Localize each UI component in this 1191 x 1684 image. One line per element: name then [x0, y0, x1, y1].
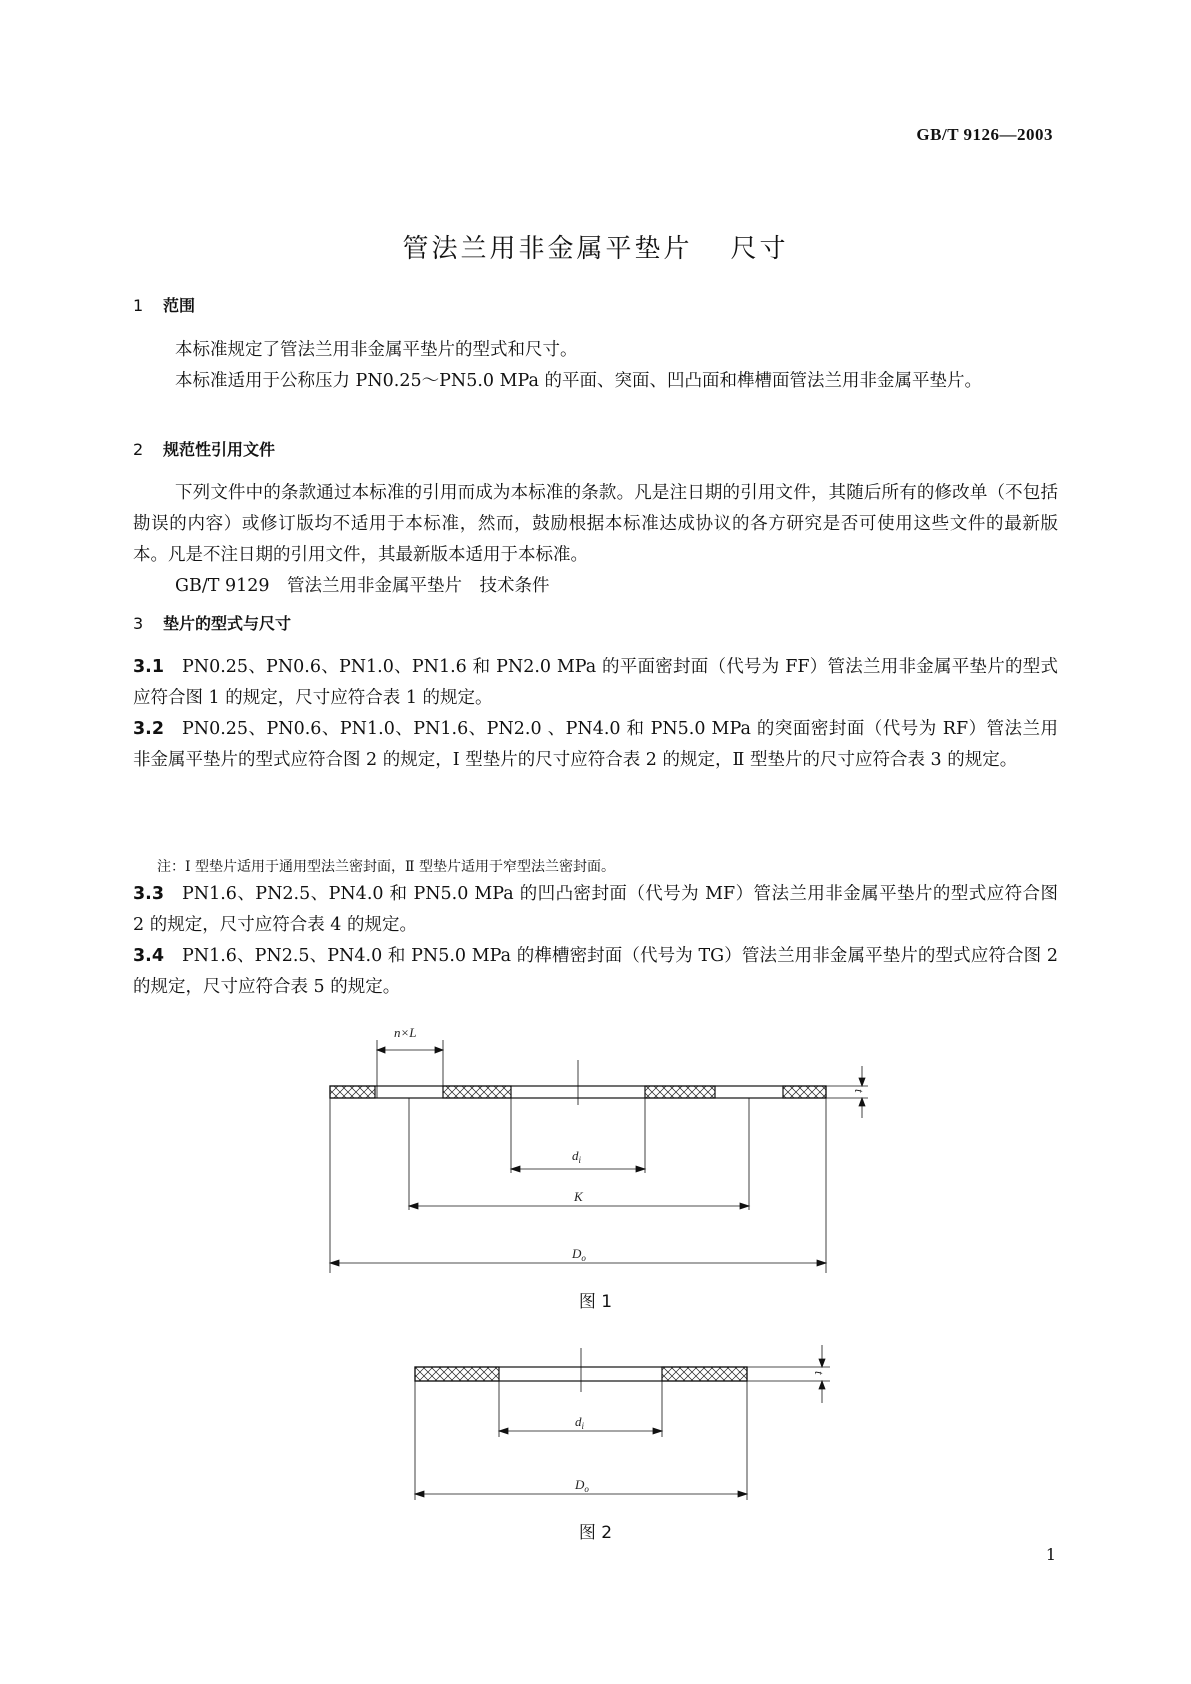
section-1-paragraph-1: 本标准规定了管法兰用非金属平垫片的型式和尺寸。 — [175, 340, 578, 360]
clause-text: PN1.6、PN2.5、PN4.0 和 PN5.0 MPa 的凹凸密封面（代号为 MF）管法兰用非金属平垫片的型式应符合图 2 的规定，尺寸应符合表 4 的规定。 — [133, 884, 1058, 935]
section-2-heading — [133, 437, 275, 460]
section-1-paragraph-2: 本标准适用于公称压力 PN0.25～PN5.0 MPa 的平面、突面、凹凸面和榫槽面管法兰用非金属平垫片。 — [175, 371, 982, 391]
title-part2: 尺寸 — [730, 234, 789, 264]
document-number: GB/T 9126—2003 — [916, 125, 1053, 144]
clause-text: PN0.25、PN0.6、PN1.0、PN1.6、PN2.0 、PN4.0 和 PN5.0 MPa 的突面密封面（代号为 RF）管法兰用非金属平垫片的型式应符合图 2 的规定，Ⅰ 型垫片的尺寸应符合表 2 的规定，Ⅱ 型垫片的尺寸应符合表 3 的规定。 — [133, 719, 1058, 770]
note: 注：Ⅰ 型垫片适用于通用型法兰密封面，Ⅱ 型垫片适用于窄型法兰密封面。 — [157, 859, 615, 875]
dimension-label-K: K — [574, 1189, 583, 1204]
clause-number: 3.4 — [133, 946, 165, 966]
section-2-paragraph: 下列文件中的条款通过本标准的引用而成为本标准的条款。凡是注日期的引用文件，其随后所有的修改单（不包括勘误的内容）或修订版均不适用于本标准，然而，鼓励根据本标准达成协议的各方研究是否可使用这些文件的最新版本。凡是不注日期的引用文件，其最新版本适用于本标准。 — [133, 483, 1058, 565]
dimension-label-t: t — [812, 1371, 827, 1375]
page-number: 1 — [1045, 1545, 1056, 1564]
clause-text: PN0.25、PN0.6、PN1.0、PN1.6 和 PN2.0 MPa 的平面密封面（代号为 FF）管法兰用非金属平垫片的型式应符合图 1 的规定，尺寸应符合表 1 的规定。 — [133, 657, 1058, 708]
clause-text: PN1.6、PN2.5、PN4.0 和 PN5.0 MPa 的榫槽密封面（代号为 TG）管法兰用非金属平垫片的型式应符合图 2 的规定，尺寸应符合表 5 的规定。 — [133, 946, 1058, 997]
figure-2-diagram — [0, 1335, 1191, 1515]
clause-3-4 — [133, 941, 1058, 1003]
dimension-label-Do: $D_o$ — [575, 1477, 589, 1494]
dimension-label-di: $d_i$ — [575, 1414, 585, 1431]
section-title: 垫片的型式与尺寸 — [163, 614, 292, 633]
clause-number: 3.1 — [133, 657, 165, 677]
gasket-hatch — [783, 1086, 826, 1098]
title-part1: 管法兰用非金属平垫片 — [402, 234, 693, 264]
section-number: 1 — [133, 296, 144, 315]
clause-3-2 — [133, 714, 1058, 776]
clause-3-3 — [133, 879, 1058, 941]
dimension-label-di: $d_i$ — [572, 1148, 582, 1165]
section-3-heading — [133, 611, 291, 634]
page-title — [0, 228, 1191, 265]
gasket-hatch — [415, 1367, 499, 1381]
section-number: 3 — [133, 614, 144, 633]
clause-3-1 — [133, 652, 1058, 714]
normative-reference: GB/T 9129 管法兰用非金属平垫片 技术条件 — [175, 576, 550, 596]
figure-1-caption: 图 1 — [578, 1292, 613, 1312]
dimension-label-nL: n×L — [394, 1025, 417, 1040]
gasket-hatch — [645, 1086, 715, 1098]
gasket-hatch — [330, 1086, 375, 1098]
clause-number: 3.2 — [133, 719, 165, 739]
figure-1-diagram — [0, 1015, 1191, 1285]
dimension-label-Do: $D_o$ — [572, 1246, 586, 1263]
gasket-hatch — [662, 1367, 747, 1381]
clause-number: 3.3 — [133, 884, 165, 904]
figure-2-caption: 图 2 — [578, 1523, 613, 1543]
section-1-heading — [133, 293, 195, 316]
section-title: 范围 — [163, 296, 196, 315]
section-number: 2 — [133, 440, 144, 459]
gasket-hatch — [443, 1086, 511, 1098]
section-title: 规范性引用文件 — [163, 440, 276, 459]
dimension-label-t: t — [852, 1089, 867, 1093]
